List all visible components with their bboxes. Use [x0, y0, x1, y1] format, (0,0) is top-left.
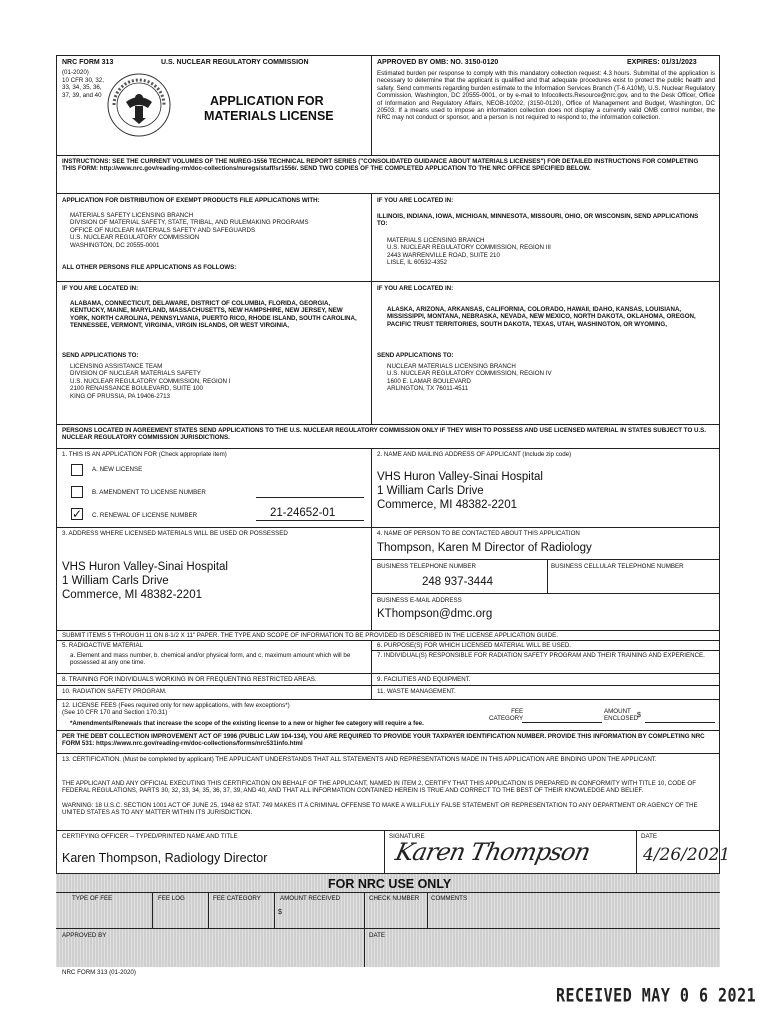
business-email[interactable]: KThompson@dmc.org [377, 608, 493, 620]
amount-received-dollar: $ [278, 909, 282, 916]
nrc-use-title: FOR NRC USE ONLY [328, 877, 452, 891]
amendment-label: B. AMENDMENT TO LICENSE NUMBER [92, 489, 206, 496]
certification-heading: 13. CERTIFICATION. (Must be completed by applicant) THE APPLICANT UNDERSTANDS THAT ALL STATEMENTS AND REPRESENTATIONS MADE IN THIS APPLICATION ARE BINDING UPON THE APPLICANT. [62, 756, 657, 763]
submit-note: SUBMIT ITEMS 5 THROUGH 11 ON 8-1/2 X 11" PAPER. THE TYPE AND SCOPE OF INFORMATION TO BE PROVIDED IS DESCRIBED IN THE LICENSE APPLICATION GUIDE. [62, 632, 558, 639]
phone-divider [547, 559, 548, 593]
col-divider [427, 892, 428, 928]
item5a: a. Element and mass number, b. chemical and/or physical form, and c. maximum amount which will be possessed at any one time. [70, 652, 351, 667]
item12-note: *Amendments/Renewals that increase the scope of the existing license to a new or higher fee category will require a fee. [70, 720, 424, 727]
item4-label: 4. NAME OF PERSON TO BE CONTACTED ABOUT THIS APPLICATION [377, 530, 580, 537]
divider [56, 193, 720, 194]
cell-label: BUSINESS CELLULAR TELEPHONE NUMBER [551, 563, 684, 570]
item5: 5. RADIOACTIVE MATERIAL [62, 642, 144, 649]
use-location-street[interactable]: 1 William Carls Drive [62, 575, 169, 587]
fee-category-line [522, 722, 602, 723]
item3-label: 3. ADDRESS WHERE LICENSED MATERIALS WILL BE USED OR POSSESSED [62, 530, 288, 537]
col-comments: COMMENTS [431, 895, 468, 902]
renewal-license-number[interactable]: 21-24652-01 [270, 507, 336, 519]
item10: 10. RADIATION SAFETY PROGRAM. [62, 688, 167, 695]
region3-address: MATERIALS LICENSING BRANCH U.S. NUCLEAR REGULATORY COMMISSION, REGION III 2443 WARRENVILLE ROAD, SUITE 210 LISLE, IL 60532-4352 [387, 237, 551, 267]
col-fee-log: FEE LOG [158, 895, 185, 902]
col-fee-category: FEE CATEGORY [213, 895, 261, 902]
instructions: INSTRUCTIONS: SEE THE CURRENT VOLUMES OF THE NUREG-1556 TECHNICAL REPORT SERIES ("CONSOLIDATED GUIDANCE ABOUT MATERIALS LICENSES") FOR DETAILED INSTRUCTIONS FOR COMPLETING THIS FORM: http://www.nrc.gov/reading-rm/doc-collections/nuregs/staff/sr1556/. SEND TWO COPIES OF THE COMPLETED APPLICATION TO THE NRC OFFICE SPECIFIED BELOW. [62, 158, 699, 173]
divider [371, 650, 720, 651]
col-divider [152, 892, 153, 928]
expiration: EXPIRES: 01/31/2023 [627, 59, 697, 66]
new-license-label: A. NEW LICENSE [92, 466, 143, 473]
date-label: DATE [641, 833, 658, 840]
region1-address: LICENSING ASSISTANCE TEAM DIVISION OF NUCLEAR MATERIALS SAFETY U.S. NUCLEAR REGULATORY COMMISSION, REGION I 2100 RENAISSANCE BOULEVARD, SUITE 100 KING OF PRUSSIA, PA 19406-2713 [70, 363, 231, 400]
use-location-city[interactable]: Commerce, MI 48382-2201 [62, 589, 202, 601]
approved-by-label: APPROVED BY [62, 932, 107, 939]
amount-line [645, 722, 715, 723]
send-heading: SEND APPLICATIONS TO: [377, 352, 454, 359]
phone-label: BUSINESS TELEPHONE NUMBER [377, 563, 476, 570]
divider [371, 559, 720, 560]
region4-states: ALASKA, ARIZONA, ARKANSAS, CALIFORNIA, COLORADO, HAWAII, IDAHO, KANSAS, LOUISIANA, MISSISSIPPI, MONTANA, NEBRASKA, NEVADA, NEW MEXICO, NORTH DAKOTA, OKLAHOMA, OREGON, PACIFIC TRUST TERRITORIES, SOUTH DAKOTA, TEXAS, UTAH, WASHINGTON, OR WYOMING, [387, 306, 696, 328]
all-other-heading: ALL OTHER PERSONS FILE APPLICATIONS AS FOLLOWS: [62, 264, 237, 271]
exempt-heading: APPLICATION FOR DISTRIBUTION OF EXEMPT PRODUCTS FILE APPLICATIONS WITH: [62, 197, 320, 204]
footer-form-number: NRC FORM 313 (01-2020) [62, 969, 136, 976]
divider [56, 281, 720, 282]
region4-address: NUCLEAR MATERIALS LICENSING BRANCH U.S. NUCLEAR REGULATORY COMMISSION, REGION IV 1600 E. LAMAR BOULEVARD ARLINGTON, TX 76011-4511 [387, 363, 552, 393]
located-heading: IF YOU ARE LOCATED IN: [62, 285, 139, 292]
officer-label: CERTIFYING OFFICER -- TYPED/PRINTED NAME AND TITLE [62, 833, 238, 840]
col-divider [274, 892, 275, 928]
nrc-seal-icon [106, 72, 172, 138]
agreement-states-note: PERSONS LOCATED IN AGREEMENT STATES SEND APPLICATIONS TO THE U.S. NUCLEAR REGULATORY COMMISSION ONLY IF THEY WISH TO POSSESS AND USE LICENSED MATERIAL IN STATES SUBJECT TO U.S. NUCLEAR REGULATORY COMMISSION JURISDICTIONS. [62, 427, 707, 442]
divider [56, 928, 720, 929]
item1-label: 1. THIS IS AN APPLICATION FOR (Check appropriate item) [62, 451, 227, 458]
region3-states: ILLINOIS, INDIANA, IOWA, MICHIGAN, MINNESOTA, MISSOURI, OHIO, OR WISCONSIN, SEND APPLICATIONS TO: [377, 213, 699, 228]
use-location-name[interactable]: VHS Huron Valley-Sinai Hospital [62, 561, 228, 573]
renewal-number-line [256, 520, 364, 521]
item-divider [371, 448, 372, 630]
item12: 12. LICENSE FEES (Fees required only for new applications, with few exceptions*) (See 10 CFR 170 and Section 170.31) [62, 702, 290, 717]
divider [56, 630, 720, 631]
cfr-references: 10 CFR 30, 32, 33, 34, 35, 36, 37, 39, and 40 [62, 77, 104, 99]
divider [56, 892, 720, 893]
col-check-number: CHECK NUMBER [369, 895, 420, 902]
address-divider [371, 193, 372, 424]
item7: 7. INDIVIDUAL(S) RESPONSIBLE FOR RADIATION SAFETY PROGRAM AND THEIR TRAINING AND EXPERIENCE. [377, 652, 705, 659]
applicant-city[interactable]: Commerce, MI 48382-2201 [377, 499, 517, 511]
divider [56, 424, 720, 425]
amendment-number-line [256, 497, 364, 498]
items-divider [371, 640, 372, 699]
fee-category-label: FEE CATEGORY [489, 708, 524, 723]
signed-date[interactable]: 4/26/2021 [643, 845, 731, 865]
approved-divider [364, 928, 365, 967]
divider [56, 448, 720, 449]
certification-text: THE APPLICANT AND ANY OFFICIAL EXECUTING THIS CERTIFICATION ON BEHALF OF THE APPLICANT, NAMED IN ITEM 2, CERTIFY THAT THIS APPLICATION IS PREPARED IN CONFORMITY WITH TITLE 10, CODE OF FEDERAL REGULATIONS, PARTS 30, 32, 33, 34, 35, 36, 37, 39, AND 40, AND THAT ALL INFORMATION CONTAINED HEREIN IS TRUE AND CORRECT TO THE BEST OF THEIR KNOWLEDGE AND BELIEF. [62, 780, 696, 795]
divider [56, 673, 720, 674]
renewal-checkbox[interactable] [71, 508, 83, 520]
email-label: BUSINESS E-MAIL ADDRESS [377, 597, 462, 604]
item8: 8. TRAINING FOR INDIVIDUALS WORKING IN OR FREQUENTING RESTRICTED AREAS. [62, 676, 317, 683]
new-license-checkbox[interactable] [71, 464, 83, 476]
burden-statement: Estimated burden per response to comply with this mandatory collection request: 4.3 hours. Submittal of the application is necessary to determine that the applicant is qualified and that adequate procedures exist to protect the public health and safety. Send comments regarding burden estimate to the Information Services Branch (T-6 A10M), U.S. Nuclear Regulatory Commission, Washington, DC 20555-0001, or by e-mail to Infocollects.Resource@nrc.gov, and to the Desk Officer, Office of Information and Regulatory Affairs, NEOB-10202, (3150-0120), Office of Management and Budget, Washington, DC 20503. If a means used to impose an information collection does not display a currently valid OMB control number, the NRC may not conduct or sponsor, and a person is not required to respond to, the information collection. [377, 70, 715, 122]
signature[interactable]: Karen Thompson [393, 838, 593, 866]
amendment-checkbox[interactable] [71, 486, 83, 498]
divider [56, 527, 720, 528]
form-number: NRC FORM 313 [62, 59, 114, 66]
divider [56, 685, 720, 686]
divider [56, 699, 720, 700]
business-phone[interactable]: 248 937-3444 [422, 576, 493, 588]
col-type-of-fee: TYPE OF FEE [72, 895, 113, 902]
agency-name: U.S. NUCLEAR REGULATORY COMMISSION [161, 59, 309, 66]
item6: 6. PURPOSE(S) FOR WHICH LICENSED MATERIAL WILL BE USED. [377, 642, 572, 649]
item2-label: 2. NAME AND MAILING ADDRESS OF APPLICANT (Include zip code) [377, 451, 572, 458]
divider [371, 593, 720, 594]
checkmark-icon: ✓ [71, 507, 83, 521]
amount-dollar-sign: $ [637, 712, 641, 719]
renewal-label: C. RENEWAL OF LICENSE NUMBER [92, 512, 198, 519]
form-title-line2: MATERIALS LICENSE [204, 109, 334, 123]
divider [56, 830, 720, 831]
certifying-officer[interactable]: Karen Thompson, Radiology Director [62, 851, 268, 865]
amount-enclosed-label: AMOUNT ENCLOSED [604, 708, 639, 723]
divider [56, 640, 720, 641]
item9: 9. FACILITIES AND EQUIPMENT. [377, 676, 471, 683]
col-amount-received: AMOUNT RECEIVED [280, 895, 341, 902]
send-heading: SEND APPLICATIONS TO: [62, 352, 139, 359]
divider [56, 753, 720, 754]
signature-label: SIGNATURE [389, 833, 425, 840]
omb-approval: APPROVED BY OMB: NO. 3150-0120 [377, 59, 499, 66]
date-divider [636, 830, 637, 873]
form-title-line1: APPLICATION FOR [210, 94, 324, 108]
applicant-name[interactable]: VHS Huron Valley-Sinai Hospital [377, 471, 543, 483]
region1-states: ALABAMA, CONNECTICUT, DELAWARE, DISTRICT OF COLUMBIA, FLORIDA, GEORGIA, KENTUCKY, MAINE, MARYLAND, MASSACHUSETTS, NEW HAMPSHIRE, NEW JERSEY, NEW YORK, NORTH CAROLINA, PENNSYLVANIA, PUERTO RICO, RHODE ISLAND, SOUTH CAROLINA, TENNESSEE, VERMONT, VIRGINIA, VIRGIN ISLANDS, OR WEST VIRGINIA, [70, 300, 357, 330]
header-divider [371, 55, 372, 155]
form-date: (01-2020) [62, 69, 89, 76]
located-heading: IF YOU ARE LOCATED IN: [377, 197, 454, 204]
contact-name[interactable]: Thompson, Karen M Director of Radiology [377, 542, 592, 554]
exempt-address: MATERIALS SAFETY LICENSING BRANCH DIVISION OF MATERIAL SAFETY, STATE, TRIBAL, AND RULEMAKING PROGRAMS OFFICE OF NUCLEAR MATERIALS SAFETY AND SAFEGUARDS U.S. NUCLEAR REGULATORY COMMISSION WASHINGTON, DC 20555-0001 [70, 212, 309, 249]
divider [56, 730, 720, 731]
debt-collection-note: PER THE DEBT COLLECTION IMPROVEMENT ACT OF 1996 (PUBLIC LAW 104-134), YOU ARE REQUIRED TO PROVIDE YOUR TAXPAYER IDENTIFICATION NUMBER. PROVIDE THIS INFORMATION BY COMPLETING NRC FORM 531: https://www.nrc.gov/reading-rm/doc-collections/forms/nrc531info.html [62, 733, 705, 748]
located-heading: IF YOU ARE LOCATED IN: [377, 285, 454, 292]
warning-text: WARNING: 18 U.S.C. SECTION 1001 ACT OF JUNE 25, 1948 62 STAT. 749 MAKES IT A CRIMINAL OFFENSE TO MAKE A WILLFULLY FALSE STATEMENT OR REPRESENTATION TO ANY DEPARTMENT OR AGENCY OF THE UNITED STATES AS TO ANY MATTER WITHIN ITS JURISDICTION. [62, 802, 698, 817]
nrc-date-label: DATE [369, 932, 386, 939]
divider [56, 155, 720, 156]
applicant-street[interactable]: 1 William Carls Drive [377, 485, 484, 497]
signature-divider [384, 830, 385, 873]
col-divider [208, 892, 209, 928]
col-divider [364, 892, 365, 928]
item11: 11. WASTE MANAGEMENT. [377, 688, 456, 695]
received-stamp: RECEIVED MAY 0 6 2021 [556, 983, 757, 1007]
